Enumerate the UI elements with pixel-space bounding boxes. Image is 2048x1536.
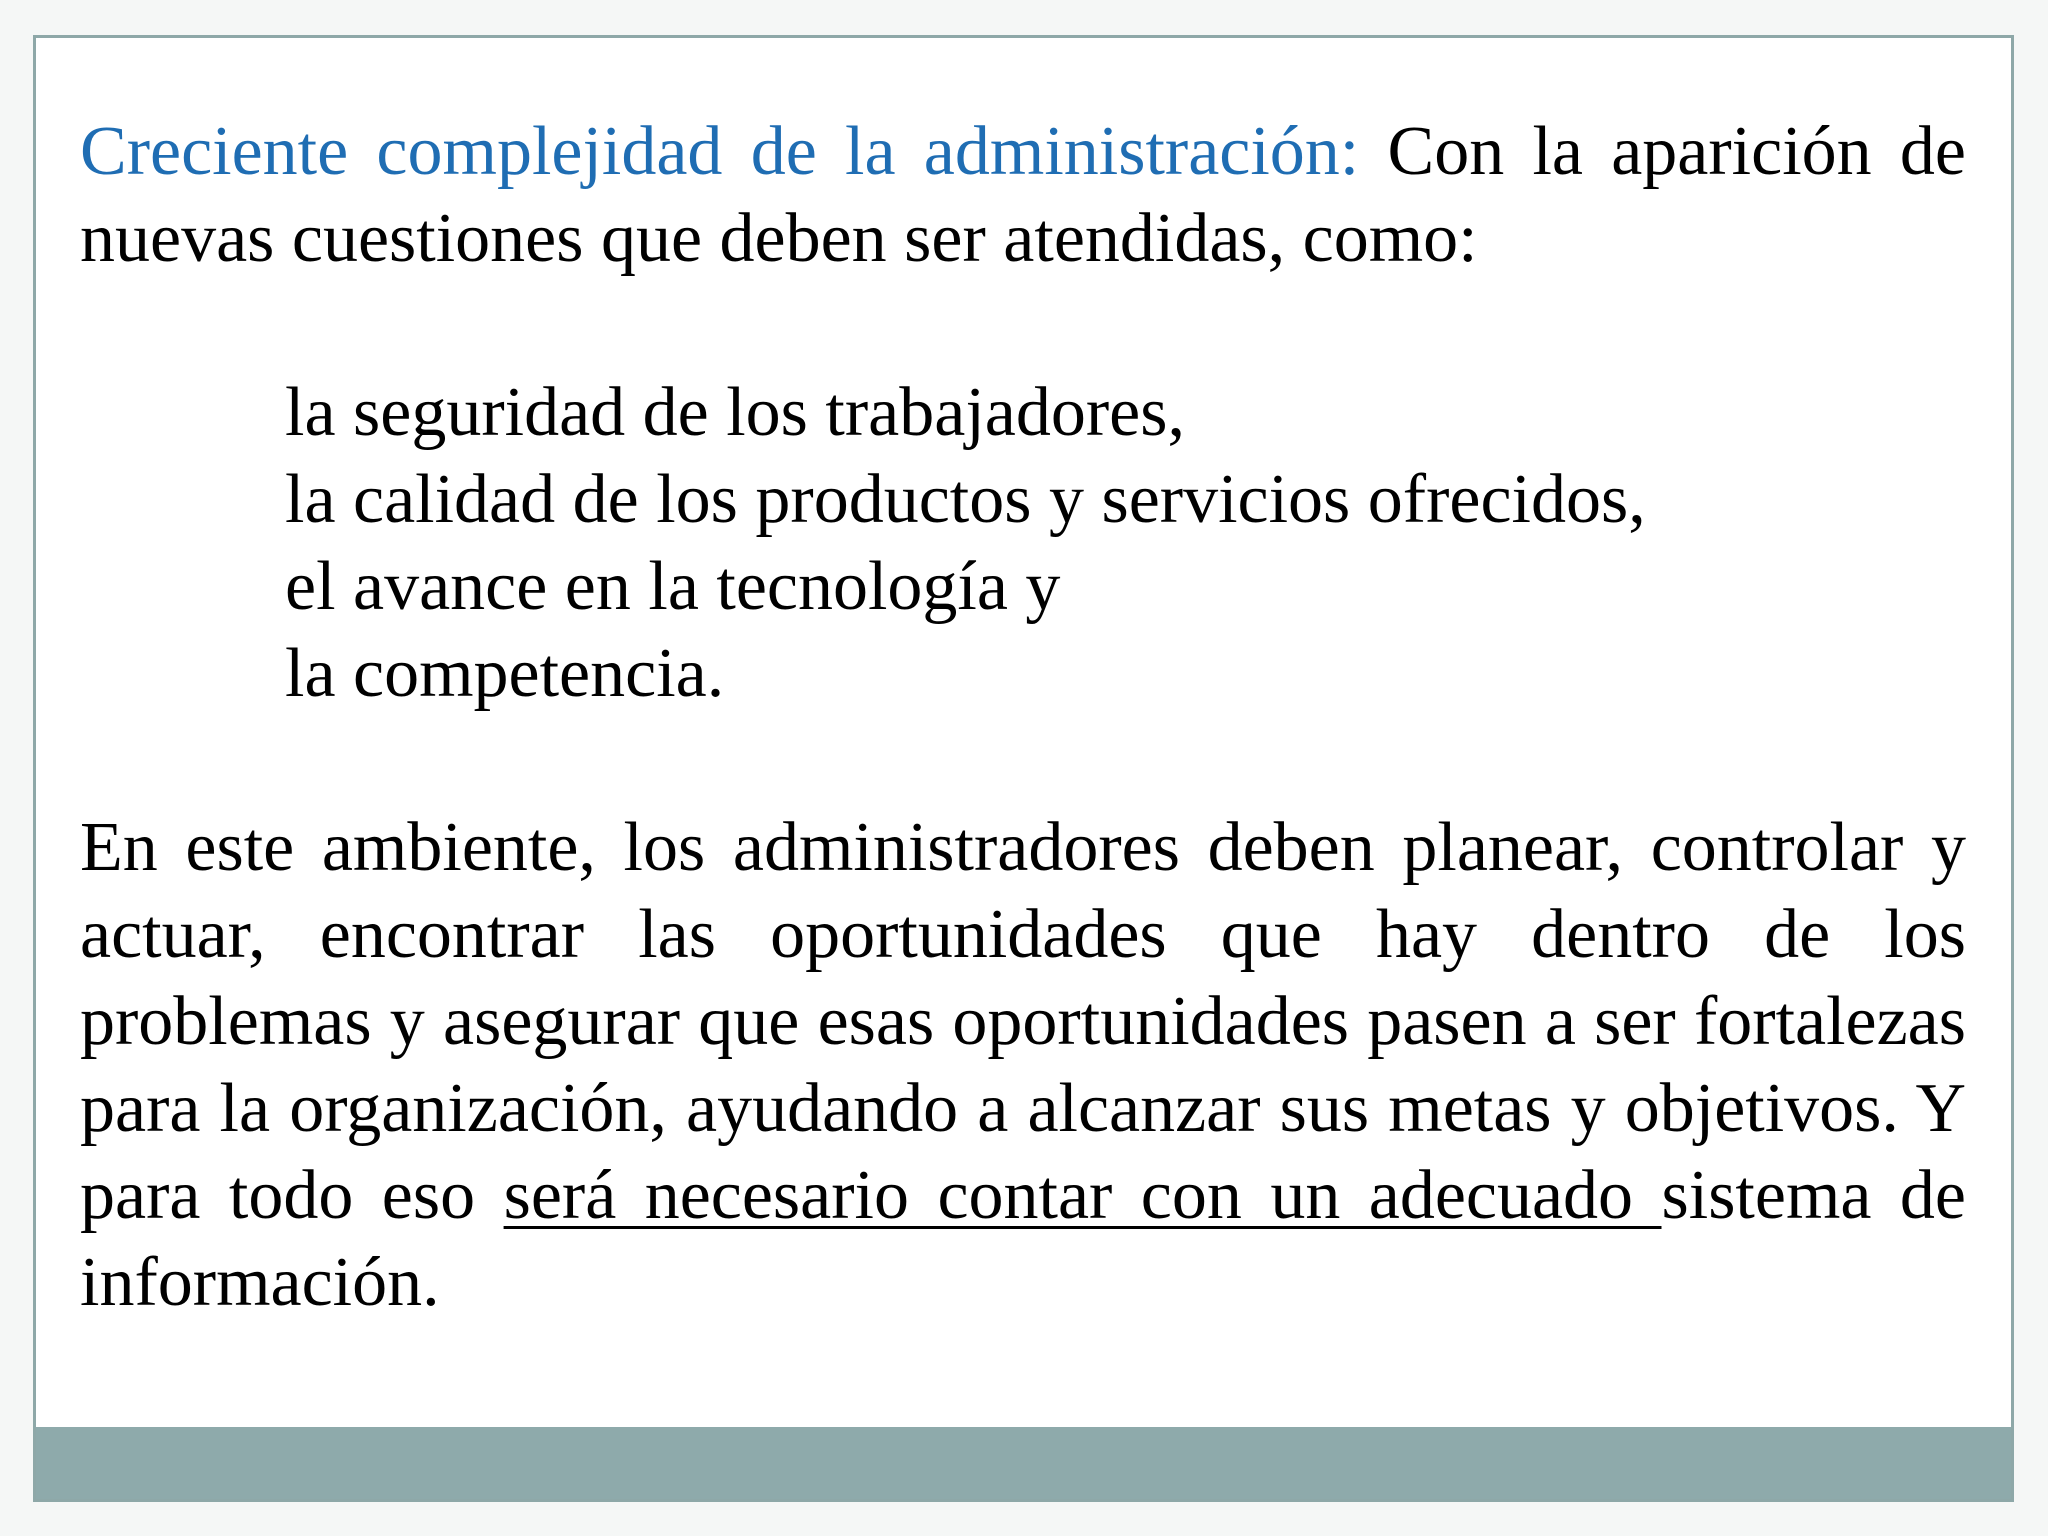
list-item: la competencia. (285, 635, 725, 712)
intro-text: Con la aparición de nuevas cuestiones que deben ser atendidas, como: (80, 113, 1966, 277)
closing-text: En este ambiente, los administradores deben planear, controlar y actuar, encontrar las oportunidades que hay dentro de los problemas y asegurar que esas oportunidades pasen a ser fortalezas para la organización, ayudando a alcanzar sus metas y objetivos. Y para todo eso (80, 809, 1966, 1234)
closing-tail: sistema de información. (80, 1157, 1966, 1321)
list-item: el avance en la tecnología y (285, 548, 1061, 625)
intro-paragraph (80, 108, 1966, 282)
section-heading: Creciente complejidad de la administración: (80, 113, 1360, 190)
issues-list (285, 369, 1966, 717)
slide (33, 35, 2014, 1502)
list-item: la calidad de los productos y servicios ofrecidos, (285, 461, 1646, 538)
list-item: la seguridad de los trabajadores, (285, 374, 1185, 451)
footer-bar (36, 1427, 2011, 1499)
closing-paragraph (80, 804, 1966, 1326)
underlined-text: será necesario contar con un adecuado (503, 1157, 1662, 1234)
slide-content (80, 108, 1966, 1326)
